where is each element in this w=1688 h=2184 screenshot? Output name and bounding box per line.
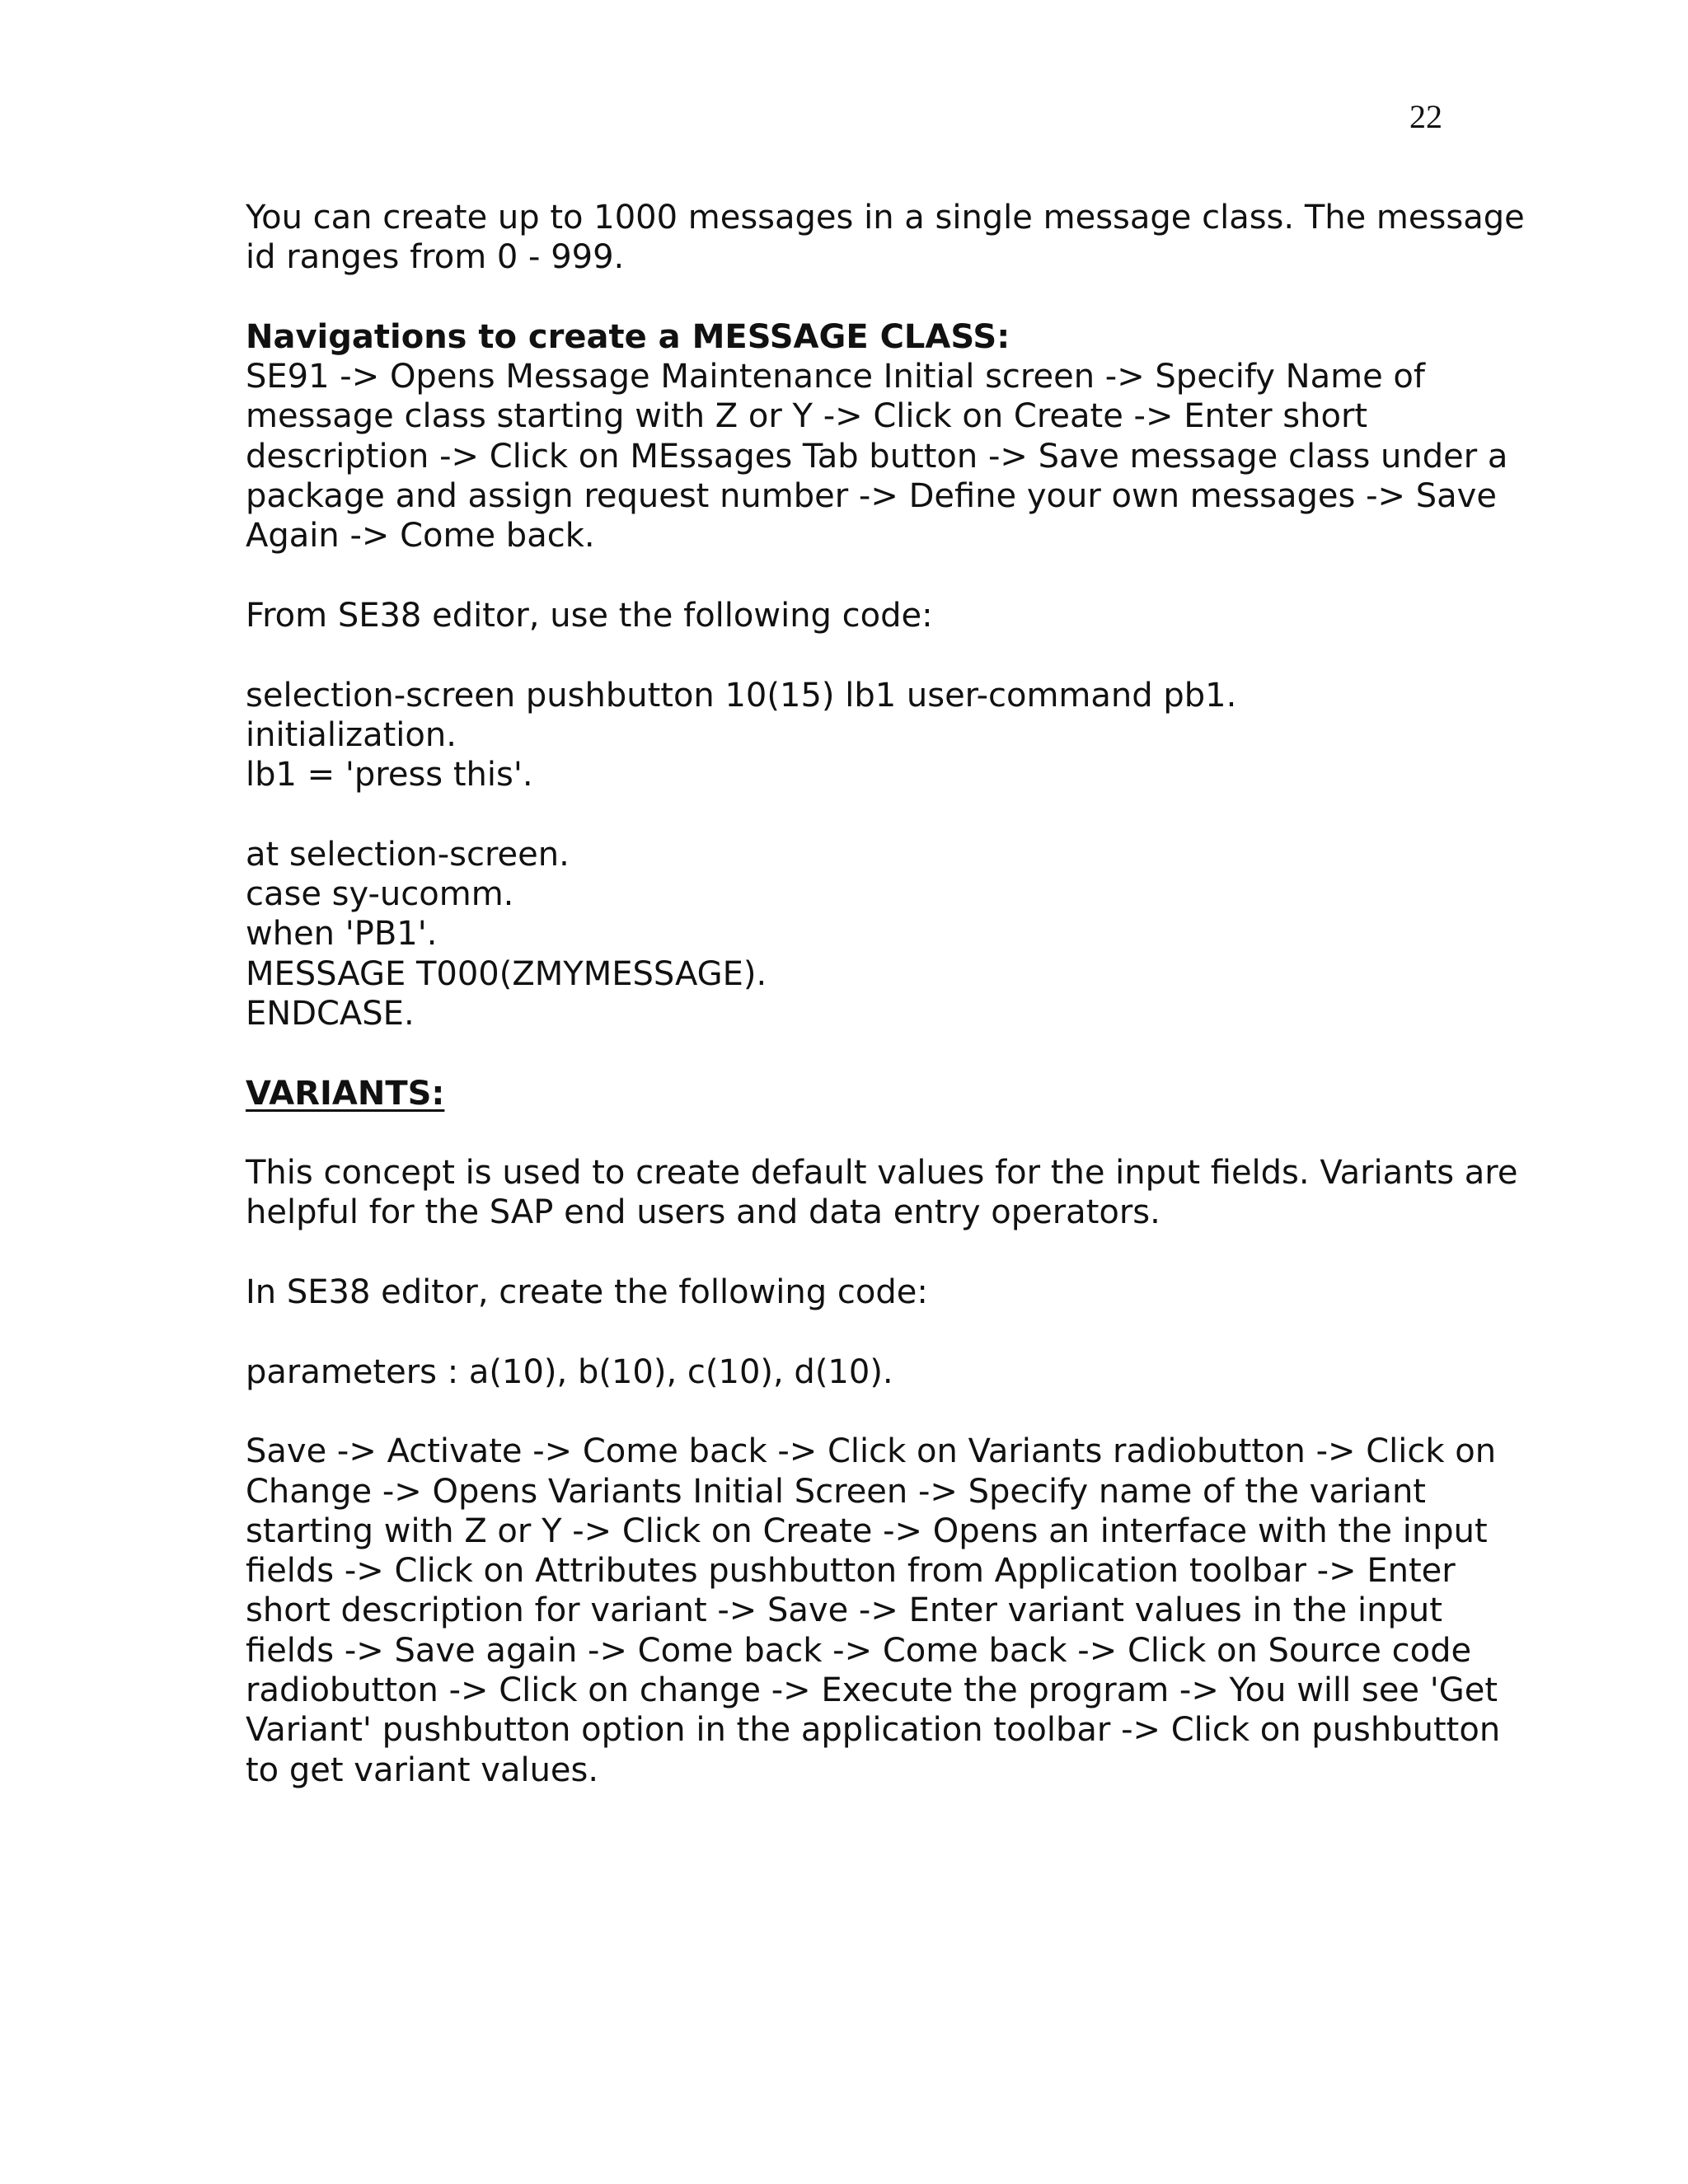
variants-heading: VARIANTS: (246, 1074, 445, 1113)
code-line: selection-screen pushbutton 10(15) lb1 user-command pb1. (246, 676, 1237, 715)
variants-steps: Save -> Activate -> Come back -> Click on Variants radiobutton -> Click on Change -> Opens Variants Initial Screen -> Specify name of the variant starting with Z or Y -> Click on Create -> Opens an interface with the input fields -> Click on Attributes pushbutton from Application toolbar -> Enter short description for variant -> Save -> Enter variant values in the input fields -> Save again -> Come back -> Come back -> Click on Source code radiobutton -> Click on change -> Execute the program -> You will see 'Get Variant' pushbutton option in the application toolbar -> Click on pushbutton to get variant values. (246, 1432, 1501, 1789)
page-number: 22 (1409, 98, 1442, 135)
code-line: ENDCASE. (246, 994, 415, 1033)
document-body (246, 198, 1531, 1830)
code-line: initialization. (246, 715, 457, 754)
variants-se38-intro: In SE38 editor, create the following code: (246, 1273, 928, 1312)
code-line: at selection-screen. (246, 835, 570, 874)
intro-paragraph: You can create up to 1000 messages in a single message class. The message id ranges from 0 - 999. (246, 199, 1525, 277)
variants-description: This concept is used to create default values for the input fields. Variants are helpful for the SAP end users and data entry operators. (246, 1154, 1518, 1232)
code-line: MESSAGE T000(ZMYMESSAGE). (246, 954, 767, 993)
variants-code: parameters : a(10), b(10), c(10), d(10). (246, 1352, 893, 1391)
message-class-section (246, 317, 1531, 556)
se38-intro: From SE38 editor, use the following code: (246, 596, 933, 635)
message-class-heading: Navigations to create a MESSAGE CLASS: (246, 317, 1010, 356)
code-block-2 (246, 835, 1531, 1033)
message-class-steps: SE91 -> Opens Message Maintenance Initial screen -> Specify Name of message class starting with Z or Y -> Click on Create -> Enter short description -> Click on MEssages Tab button -> Save message class under a package and assign request number -> Define your own messages -> Save Again -> Come back. (246, 358, 1508, 555)
code-line: lb1 = 'press this'. (246, 756, 533, 794)
code-line: case sy-ucomm. (246, 875, 514, 914)
code-line: when 'PB1'. (246, 915, 438, 954)
code-block-1 (246, 676, 1531, 795)
